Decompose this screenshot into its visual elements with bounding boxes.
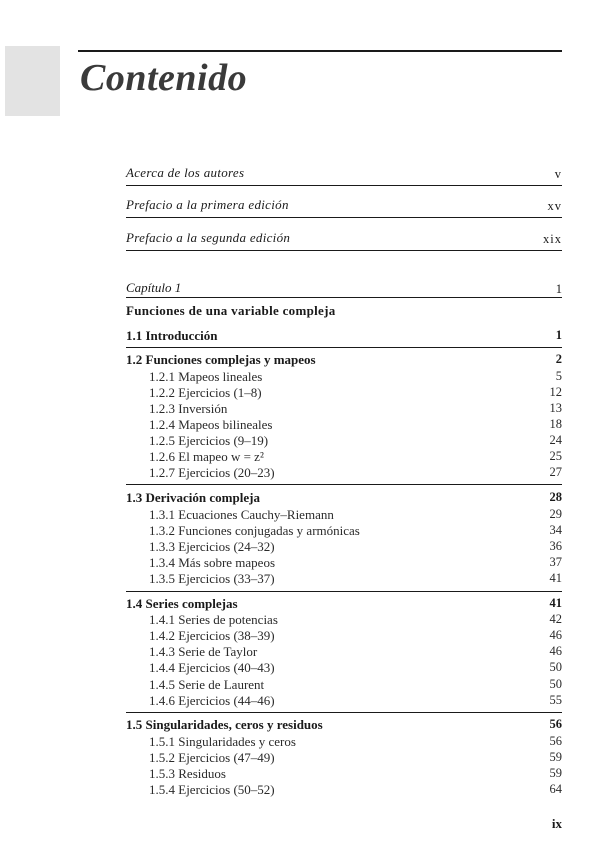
subsection-page: 37 [549, 555, 562, 569]
toc-subsection-entry[interactable] [126, 433, 562, 449]
toc-subsection-entry[interactable] [126, 507, 562, 523]
subsection-page: 29 [549, 507, 562, 521]
toc-subsection-entry[interactable] [126, 782, 562, 798]
toc-subsection-entry[interactable] [126, 523, 562, 539]
toc-subsection-entry[interactable] [126, 734, 562, 750]
subsection-page: 50 [549, 660, 562, 674]
toc-section-entry[interactable] [126, 490, 562, 506]
toc-front-entry[interactable] [126, 195, 562, 218]
subsection-page: 34 [549, 523, 562, 537]
subsection-label: 1.5.4 Ejercicios (50–52) [149, 782, 275, 797]
toc-front-label: Prefacio a la segunda edición [126, 230, 291, 245]
subsection-page: 24 [549, 433, 562, 447]
toc-section-entry[interactable] [126, 352, 562, 368]
page-number: ix [551, 816, 562, 831]
subsection-page: 42 [549, 612, 562, 626]
section-page: 2 [555, 352, 562, 366]
section-label: 1.2 Funciones complejas y mapeos [126, 352, 316, 367]
section-label: 1.1 Introducción [126, 328, 218, 343]
subsection-label: 1.5.1 Singularidades y ceros [149, 734, 296, 749]
subsection-label: 1.4.6 Ejercicios (44–46) [149, 693, 275, 708]
chapter-page: 1 [555, 282, 562, 296]
subsection-label: 1.4.3 Serie de Taylor [149, 644, 258, 659]
subsection-label: 1.5.2 Ejercicios (47–49) [149, 750, 275, 765]
section-label: 1.4 Series complejas [126, 596, 238, 611]
toc-subsection-entry[interactable] [126, 644, 562, 660]
toc-subsection-entry[interactable] [126, 539, 562, 555]
subsection-page: 46 [549, 644, 562, 658]
toc-front-entry[interactable] [126, 228, 562, 251]
toc-subsection-entry[interactable] [126, 660, 562, 676]
toc-subsection-entry[interactable] [126, 449, 562, 465]
subsection-page: 36 [549, 539, 562, 553]
subsection-page: 25 [549, 449, 562, 463]
toc-front-page: xv [547, 199, 562, 213]
subsection-page: 55 [549, 693, 562, 707]
subsection-page: 64 [549, 782, 562, 796]
subsection-page: 27 [549, 465, 562, 479]
subsection-label: 1.3.1 Ecuaciones Cauchy–Riemann [149, 507, 334, 522]
subsection-page: 41 [549, 571, 562, 585]
toc-chapter-entry[interactable] [126, 279, 562, 298]
subsection-label: 1.4.2 Ejercicios (38–39) [149, 628, 275, 643]
toc-section-entry[interactable] [126, 328, 562, 344]
subsection-label: 1.2.1 Mapeos lineales [149, 369, 263, 384]
subsection-page: 46 [549, 628, 562, 642]
subsection-label: 1.2.2 Ejercicios (1–8) [149, 385, 262, 400]
toc-subsection-entry[interactable] [126, 766, 562, 782]
section-divider [126, 347, 562, 348]
toc-subsection-entry[interactable] [126, 385, 562, 401]
toc-subsection-entry[interactable] [126, 369, 562, 385]
toc-subsection-entry[interactable] [126, 571, 562, 587]
subsection-label: 1.5.3 Residuos [149, 766, 226, 781]
section-page: 41 [549, 596, 562, 610]
toc-subsection-entry[interactable] [126, 417, 562, 433]
toc-subsection-entry[interactable] [126, 465, 562, 481]
title-rule [78, 50, 562, 52]
section-page: 28 [549, 490, 562, 504]
subsection-label: 1.2.3 Inversión [149, 401, 228, 416]
section-page: 56 [549, 717, 562, 731]
subsection-page: 56 [549, 734, 562, 748]
section-page: 1 [555, 328, 562, 342]
chapter-label: Capítulo 1 [126, 280, 182, 295]
toc-subsection-entry[interactable] [126, 555, 562, 571]
section-divider [126, 712, 562, 713]
subsection-label: 1.2.4 Mapeos bilineales [149, 417, 273, 432]
section-divider [126, 591, 562, 592]
toc-subsection-entry[interactable] [126, 401, 562, 417]
subsection-label: 1.2.7 Ejercicios (20–23) [149, 465, 275, 480]
toc-subsection-entry[interactable] [126, 628, 562, 644]
subsection-label: 1.3.2 Funciones conjugadas y armónicas [149, 523, 360, 538]
section-label: 1.3 Derivación compleja [126, 490, 260, 505]
subsection-label: 1.4.4 Ejercicios (40–43) [149, 660, 275, 675]
subsection-page: 59 [549, 750, 562, 764]
subsection-page: 12 [549, 385, 562, 399]
toc-subsection-entry[interactable] [126, 677, 562, 693]
subsection-page: 50 [549, 677, 562, 691]
toc-subsection-entry[interactable] [126, 612, 562, 628]
page-title: Contenido [80, 57, 248, 99]
toc-front-label: Prefacio a la primera edición [126, 197, 289, 212]
subsection-label: 1.3.5 Ejercicios (33–37) [149, 571, 275, 586]
decorative-gray-block [5, 46, 60, 116]
section-divider [126, 484, 562, 485]
subsection-page: 18 [549, 417, 562, 431]
subsection-label: 1.3.3 Ejercicios (24–32) [149, 539, 275, 554]
toc-subsection-entry[interactable] [126, 693, 562, 709]
toc-front-page: v [554, 167, 562, 181]
toc-front-page: xix [543, 232, 562, 246]
subsection-label: 1.4.1 Series de potencias [149, 612, 278, 627]
subsection-page: 5 [555, 369, 562, 383]
subsection-label: 1.2.6 El mapeo w = z² [149, 449, 264, 464]
subsection-label: 1.2.5 Ejercicios (9–19) [149, 433, 269, 448]
toc-section-entry[interactable] [126, 596, 562, 612]
subsection-page: 13 [549, 401, 562, 415]
chapter-title: Funciones de una variable compleja [126, 303, 336, 318]
toc-front-entry[interactable] [126, 163, 562, 186]
toc-front-label: Acerca de los autores [126, 165, 245, 180]
subsection-page: 59 [549, 766, 562, 780]
subsection-label: 1.3.4 Más sobre mapeos [149, 555, 276, 570]
toc-section-entry[interactable] [126, 717, 562, 733]
subsection-label: 1.4.5 Serie de Laurent [149, 677, 265, 692]
section-label: 1.5 Singularidades, ceros y residuos [126, 717, 323, 732]
toc-subsection-entry[interactable] [126, 750, 562, 766]
